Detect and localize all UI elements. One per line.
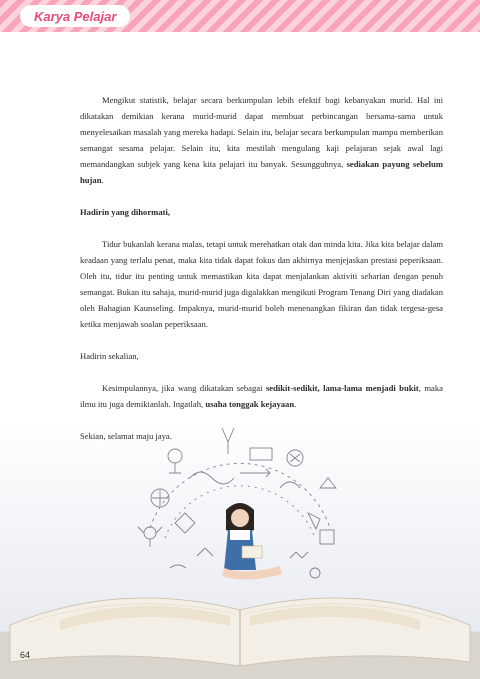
- girl-reading-figure: [222, 503, 282, 580]
- paragraph-3: Kesimpulannya, jika wang dikatakan sebagai sedikit-sedikit, lama-lama menjadi bukit, maka ilmu itu juga demikianlah. Ingatlah, usaha tonggak kejayaan.: [80, 383, 443, 409]
- doodle-illustration: [130, 418, 350, 593]
- closing-line: Sekian, selamat maju jaya.: [80, 431, 172, 441]
- page-number: 64: [20, 650, 31, 660]
- heading-salutation-2: Hadirin sekalian,: [80, 351, 139, 361]
- section-tab: [20, 5, 130, 27]
- open-book-illustration: [0, 570, 480, 679]
- article-body: [80, 92, 443, 460]
- heading-salutation-1: Hadirin yang dihormati,: [80, 207, 171, 217]
- section-title: Karya Pelajar: [34, 8, 117, 24]
- header-band: [0, 0, 480, 32]
- paragraph-1: Mengikut statistik, belajar secara berkumpulan lebih efektif bagi kebanyakan murid. Hal ini dikatakan demikian kerana murid-murid dapat membuat perbincangan bersama-sama untuk menyelesaikan masalah yang mereka hadapi. Selain itu, belajar secara berkumpulan mampu memberikan semangat sesama pelajar. Selain itu, kita mestilah mengulang kaji pelajaran sejak awal lagi memandangkan subjek yang kena kita pelajari itu banyak. Sesungguhnya, sediakan payung sebelum hujan.: [80, 95, 443, 185]
- paragraph-2: Tidur bukanlah kerana malas, tetapi untuk merehatkan otak dan minda kita. Jika kita belajar dalam keadaan yang terlalu penat, maka kita tidak dapat fokus dan akhirnya menjejaskan prestasi peperiksaan. Oleh itu, tidur itu penting untuk memastikan kita dapat menjalankan aktiviti seharian dengan penuh semangat. Bukan itu sahaja, murid-murid juga digalakkan mengikuti Program Tenang Diri yang diadakan oleh Bahagian Kaunseling. Impaknya, murid-murid boleh menenangkan fikiran dan tidak tergesa-gesa ketika menjawab soalan peperiksaan.: [80, 239, 443, 329]
